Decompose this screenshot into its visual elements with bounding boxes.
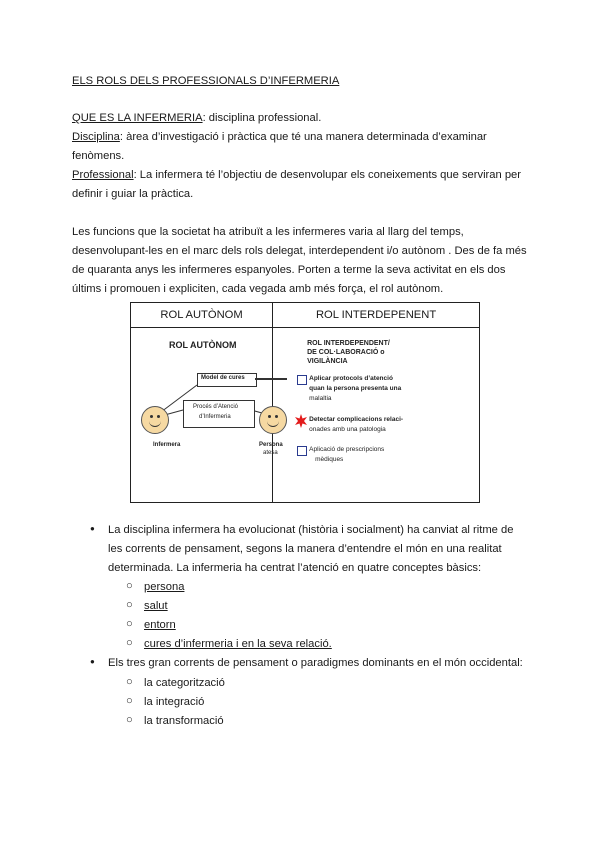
interdependent-title: DE COL·LABORACIÓ o [307, 349, 385, 356]
paragraph-line: Les funcions que la societat ha atribuït a les infermeres varia al llarg del temps, [72, 226, 464, 238]
checkbox-icon [297, 446, 307, 456]
process-label: Procés d’Atenció [193, 404, 239, 410]
interdependent-title: VIGILÀNCIA [307, 358, 348, 365]
definition-line: definir i guiar la pràctica. [72, 188, 194, 200]
col-header-autonom: ROL AUTÒNOM [131, 303, 273, 328]
model-label: Model de cures [201, 375, 245, 381]
sub-bullet-text: persona [144, 581, 185, 593]
item-text: onades amb una patologia [309, 426, 386, 433]
nurse-face [141, 406, 169, 434]
bullet-text: les corrents de pensament, segons la manera d’entendre el món en una realitat [108, 543, 502, 555]
process-label: d’Infermeria [199, 414, 231, 420]
bullet-text: determinada. La infermeria ha centrat l’atenció en quatre conceptes bàsics: [108, 562, 482, 574]
sub-bullet-text: la integració [144, 696, 205, 708]
sub-bullet-text: cures d’infermeria i en la seva relació. [144, 638, 332, 650]
item-text: quan la persona presenta una [309, 385, 402, 392]
bullet-icon: ● [90, 657, 95, 666]
sub-bullet-icon: ○ [126, 637, 133, 649]
definition-line: QUE ES LA INFERMERIA: disciplina professional. [72, 112, 322, 124]
col-header-interdependent: ROL INTERDEPENENT [273, 303, 480, 328]
paragraph-line: de quaranta anys les infermeres espanyoles. Porten a terme la seva activitat en els dos [72, 264, 506, 276]
roles-table [130, 302, 480, 503]
item-text: Aplicació de prescripcions [309, 446, 385, 453]
sub-bullet-text: salut [144, 600, 168, 612]
sub-bullet-text: entorn [144, 619, 176, 631]
bullet-text: La disciplina infermera ha evolucionat (història i socialment) ha canviat al ritme de [108, 524, 514, 536]
bullet-text: Els tres gran corrents de pensament o paradigmes dominants en el món occidental: [108, 657, 523, 669]
item-text: malaltia [309, 395, 332, 402]
paragraph-line: últims i promouen i expliciten, cada vegada amb més força, el rol autònom. [72, 283, 444, 295]
item-text: Detectar complicacions relaci- [309, 416, 404, 423]
definition-line: Disciplina: àrea d’investigació i pràctica que té una manera determinada d’examinar [72, 131, 487, 143]
sub-bullet-icon: ○ [126, 695, 133, 707]
item-text: Aplicar protocols d’atenció [309, 375, 393, 382]
interdependent-cell [273, 328, 480, 503]
definition-line: fenòmens. [72, 150, 125, 162]
patient-label: Persona [259, 442, 283, 448]
paragraph-line: desenvolupant-les en el marc dels rols delegat, interdependent i/o autònom . Des de fa més [72, 245, 527, 257]
sub-bullet-text: la transformació [144, 715, 224, 727]
definition-line: Professional: La infermera té l’objectiu de desenvolupar els coneixements que serviran per [72, 169, 522, 181]
sub-bullet-icon: ○ [126, 580, 133, 592]
nurse-label: Infermera [153, 442, 181, 448]
sub-bullet-icon: ○ [126, 714, 133, 726]
checkbox-icon [297, 375, 307, 385]
interdependent-title: ROL INTERDEPENDENT/ [307, 340, 390, 347]
patient-label: atesa [263, 450, 278, 456]
sub-bullet-icon: ○ [126, 676, 133, 688]
autonom-cell [131, 328, 283, 503]
autonom-figure-title: ROL AUTÒNOM [169, 340, 237, 350]
sub-bullet-icon: ○ [126, 599, 133, 611]
page-title: ELS ROLS DELS PROFESSIONALS D’INFERMERIA [72, 75, 340, 87]
item-text: mèdiques [315, 456, 344, 463]
sub-bullet-icon: ○ [126, 618, 133, 630]
alert-burst-icon [294, 414, 308, 428]
bullet-icon: ● [90, 524, 95, 533]
sub-bullet-text: la categorització [144, 677, 225, 689]
